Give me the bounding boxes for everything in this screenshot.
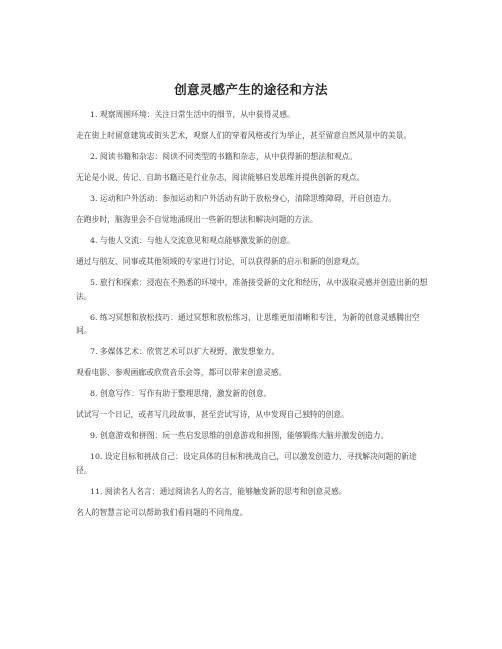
paragraph: 4. 与他人交流：与他人交流意见和观点能够激发新的创意。 (90, 236, 295, 245)
paragraph: 6. 练习冥想和放松技巧：通过冥想和放松练习，让思维更加清晰和专注，为新的创意灵感腾出空间。 (76, 312, 420, 335)
paragraph: 7. 多媒体艺术：欣赏艺术可以扩大视野，激发想象力。 (90, 347, 280, 356)
paragraph: 9. 创意游戏和拼图：玩一些启发思维的创意游戏和拼图，能够锻炼大脑并激发创造力。 (90, 431, 389, 440)
document-body (76, 108, 428, 527)
paragraph: 通过与朋友、同事或其他领域的专家进行讨论，可以获得新的启示和新的创意观点。 (76, 257, 365, 266)
paragraph: 无论是小说、传记、自助书籍还是行业杂志，阅读能够启发思维并提供创新的观点。 (76, 173, 365, 182)
paragraph: 8. 创意写作：写作有助于整理思绪，激发新的创意。 (90, 389, 272, 398)
paragraph: 在跑步时，脑海里会不自觉地涌现出一些新的想法和解决问题的方法。 (76, 215, 318, 224)
paragraph: 1. 观察周围环境：关注日常生活中的细节，从中获得灵感。 (90, 110, 295, 119)
paragraph: 观看电影、参观画廊或欣赏音乐会等，都可以带来创意灵感。 (76, 368, 287, 377)
paragraph: 5. 旅行和探索：浸泡在不熟悉的环境中，准备接受新的文化和经历，从中汲取灵感并创造出新的想法。 (76, 278, 428, 301)
paragraph: 3. 运动和户外活动：参加运动和户外活动有助于放松身心，清除思维障碍，开启创造力。 (90, 194, 397, 203)
paragraph: 10. 设定目标和挑战自己：设定具体的目标和挑战自己，可以激发创造力、寻找解决问题的新途径。 (76, 452, 417, 475)
document-title: 创意灵感产生的途径和方法 (174, 82, 328, 97)
paragraph: 名人的智慧言论可以帮助我们看问题的不同角度。 (76, 507, 248, 517)
paragraph: 走在街上时留意建筑或街头艺术，观察人们的穿着风格或行为举止，甚至留意自然风景中的美景。 (76, 131, 412, 140)
paragraph: 11. 阅读名人名言：通过阅读名人的名言，能够触发新的思考和创意灵感。 (90, 486, 347, 496)
paragraph: 2. 阅读书籍和杂志：阅读不同类型的书籍和杂志，从中获得新的想法和观点。 (90, 152, 358, 161)
paragraph: 试试写一个日记，或者写几段故事，甚至尝试写诗，从中发现自己独特的创意。 (76, 410, 349, 419)
